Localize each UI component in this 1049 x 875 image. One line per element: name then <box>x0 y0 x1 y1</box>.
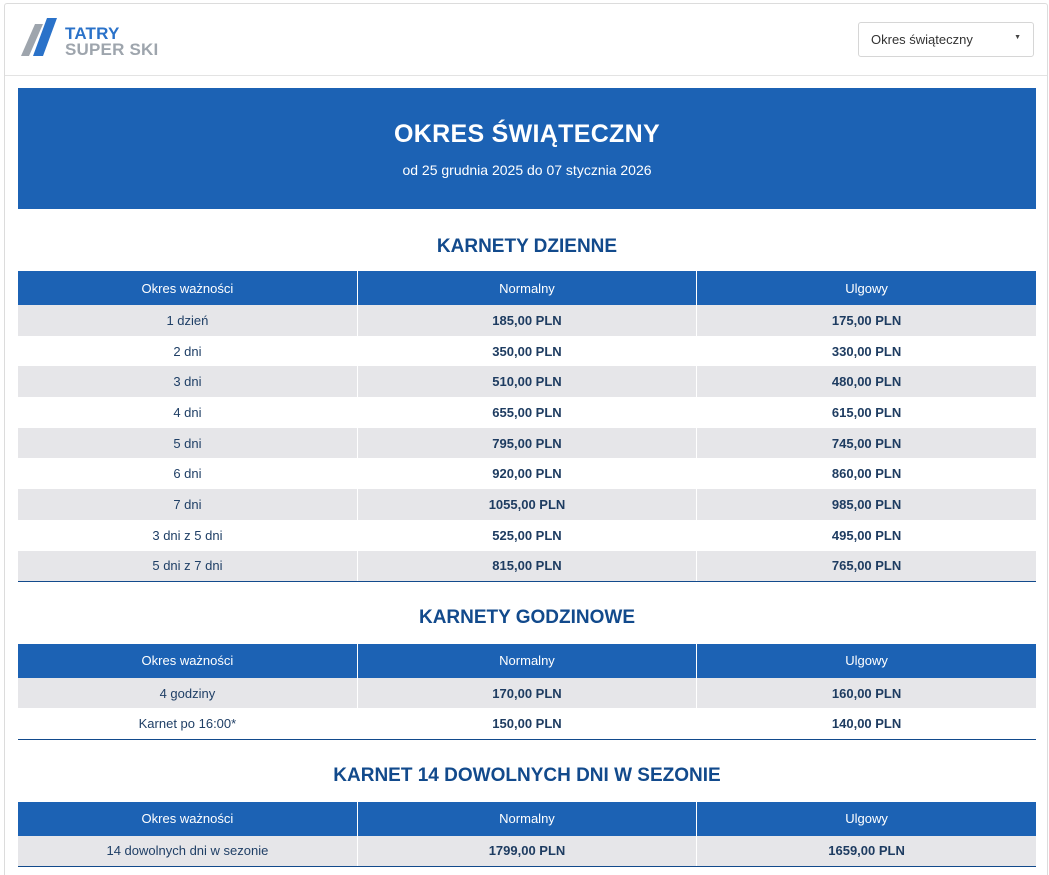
normal-price-cell: 655,00 PLN <box>357 397 696 428</box>
col-header-validity: Okres ważności <box>18 644 357 678</box>
validity-cell: 14 dowolnych dni w sezonie <box>18 836 357 867</box>
validity-cell: Karnet po 16:00* <box>18 708 357 739</box>
col-header-normal: Normalny <box>357 802 696 836</box>
col-header-normal: Normalny <box>357 271 696 305</box>
table-row <box>18 336 1036 367</box>
main-content <box>18 88 1036 867</box>
validity-cell: 5 dni <box>18 428 357 459</box>
normal-price-cell: 1799,00 PLN <box>357 836 696 867</box>
table-header-row <box>18 644 1036 678</box>
table-row <box>18 708 1036 739</box>
tatry-super-ski-logo[interactable] <box>17 16 167 64</box>
banner-title: OKRES ŚWIĄTECZNY <box>394 120 660 148</box>
table-row <box>18 428 1036 459</box>
validity-cell: 3 dni <box>18 366 357 397</box>
table-row <box>18 551 1036 582</box>
normal-price-cell: 185,00 PLN <box>357 305 696 336</box>
normal-price-cell: 525,00 PLN <box>357 520 696 551</box>
validity-cell: 4 godziny <box>18 678 357 709</box>
logo-text-top: TATRY <box>65 24 120 43</box>
normal-price-cell: 510,00 PLN <box>357 366 696 397</box>
col-header-reduced: Ulgowy <box>697 271 1036 305</box>
reduced-price-cell: 1659,00 PLN <box>697 836 1036 867</box>
banner-subtitle: od 25 grudnia 2025 do 07 stycznia 2026 <box>402 162 652 178</box>
reduced-price-cell: 745,00 PLN <box>697 428 1036 459</box>
section-title-daily: KARNETY DZIENNE <box>436 236 618 257</box>
caret-down-icon: ▼ <box>1014 34 1021 41</box>
col-header-validity: Okres ważności <box>18 802 357 836</box>
table-row <box>18 366 1036 397</box>
reduced-price-cell: 480,00 PLN <box>697 366 1036 397</box>
table-row <box>18 458 1036 489</box>
site-header <box>5 4 1047 76</box>
table-row <box>18 397 1036 428</box>
reduced-price-cell: 140,00 PLN <box>697 708 1036 739</box>
normal-price-cell: 920,00 PLN <box>357 458 696 489</box>
validity-cell: 2 dni <box>18 336 357 367</box>
reduced-price-cell: 765,00 PLN <box>697 551 1036 582</box>
reduced-price-cell: 615,00 PLN <box>697 397 1036 428</box>
col-header-normal: Normalny <box>357 644 696 678</box>
table-row <box>18 678 1036 709</box>
table-header-row <box>18 271 1036 305</box>
col-header-validity: Okres ważności <box>18 271 357 305</box>
col-header-reduced: Ulgowy <box>697 644 1036 678</box>
period-select[interactable] <box>858 22 1034 57</box>
table-row <box>18 305 1036 336</box>
table-row <box>18 520 1036 551</box>
reduced-price-cell: 175,00 PLN <box>697 305 1036 336</box>
logo-mark-icon <box>17 16 61 60</box>
page-frame <box>4 3 1048 875</box>
reduced-price-cell: 160,00 PLN <box>697 678 1036 709</box>
price-table-hourly <box>18 644 1036 740</box>
validity-cell: 6 dni <box>18 458 357 489</box>
reduced-price-cell: 860,00 PLN <box>697 458 1036 489</box>
reduced-price-cell: 495,00 PLN <box>697 520 1036 551</box>
validity-cell: 4 dni <box>18 397 357 428</box>
normal-price-cell: 795,00 PLN <box>357 428 696 459</box>
normal-price-cell: 170,00 PLN <box>357 678 696 709</box>
table-header-row <box>18 802 1036 836</box>
section-title-hourly: KARNETY GODZINOWE <box>418 606 636 628</box>
price-table-daily <box>18 271 1036 582</box>
validity-cell: 5 dni z 7 dni <box>18 551 357 582</box>
normal-price-cell: 815,00 PLN <box>357 551 696 582</box>
validity-cell: 1 dzień <box>18 305 357 336</box>
normal-price-cell: 150,00 PLN <box>357 708 696 739</box>
reduced-price-cell: 985,00 PLN <box>697 489 1036 520</box>
validity-cell: 3 dni z 5 dni <box>18 520 357 551</box>
section-title-14-days: KARNET 14 DOWOLNYCH DNI W SEZONIE <box>333 764 721 786</box>
table-row <box>18 489 1036 520</box>
logo-text-bottom: SUPER SKI <box>65 40 159 59</box>
normal-price-cell: 350,00 PLN <box>357 336 696 367</box>
period-select-value: Okres świąteczny <box>871 32 973 47</box>
reduced-price-cell: 330,00 PLN <box>697 336 1036 367</box>
normal-price-cell: 1055,00 PLN <box>357 489 696 520</box>
table-row <box>18 836 1036 867</box>
period-banner <box>18 88 1036 209</box>
validity-cell: 7 dni <box>18 489 357 520</box>
col-header-reduced: Ulgowy <box>697 802 1036 836</box>
price-table-14-days <box>18 802 1036 867</box>
